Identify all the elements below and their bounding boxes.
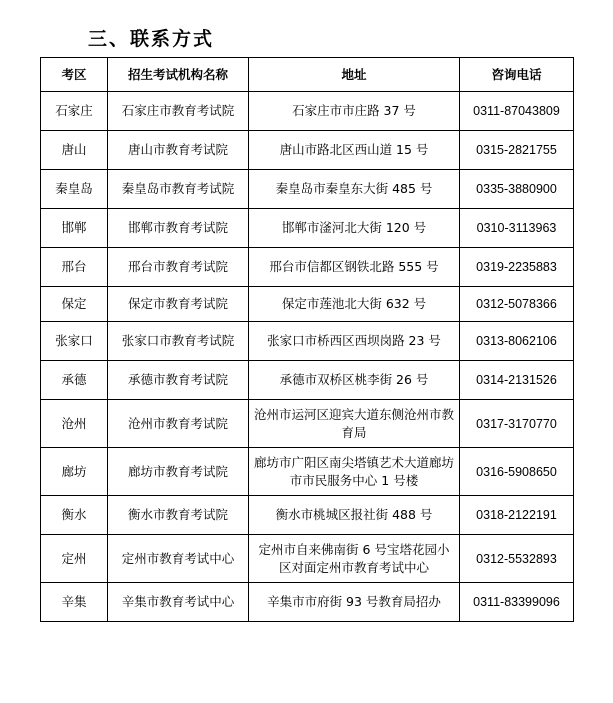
cell-area: 沧州: [41, 400, 108, 448]
cell-address: 保定市莲池北大街 632 号: [249, 287, 460, 322]
cell-address: 邯郸市滏河北大街 120 号: [249, 209, 460, 248]
cell-area: 保定: [41, 287, 108, 322]
cell-address: 唐山市路北区西山道 15 号: [249, 131, 460, 170]
cell-address: 张家口市桥西区西坝岗路 23 号: [249, 322, 460, 361]
cell-address: 辛集市市府街 93 号教育局招办: [249, 583, 460, 622]
cell-area: 衡水: [41, 496, 108, 535]
cell-phone: 0318-2122191: [460, 496, 574, 535]
cell-area: 邢台: [41, 248, 108, 287]
table-row: [41, 209, 574, 248]
cell-org: 秦皇岛市教育考试院: [108, 170, 249, 209]
cell-area: 定州: [41, 535, 108, 583]
table-row: [41, 448, 574, 496]
header-address: 地址: [249, 58, 460, 92]
cell-area: 秦皇岛: [41, 170, 108, 209]
cell-address: 承德市双桥区桃李街 26 号: [249, 361, 460, 400]
table-row: [41, 170, 574, 209]
cell-org: 石家庄市教育考试院: [108, 92, 249, 131]
cell-area: 唐山: [41, 131, 108, 170]
cell-org: 张家口市教育考试院: [108, 322, 249, 361]
cell-phone: 0312-5532893: [460, 535, 574, 583]
cell-phone: 0312-5078366: [460, 287, 574, 322]
table-row: [41, 496, 574, 535]
cell-org: 廊坊市教育考试院: [108, 448, 249, 496]
table-row: [41, 92, 574, 131]
cell-address: 衡水市桃城区报社街 488 号: [249, 496, 460, 535]
cell-phone: 0317-3170770: [460, 400, 574, 448]
cell-address: 石家庄市市庄路 37 号: [249, 92, 460, 131]
cell-area: 承德: [41, 361, 108, 400]
header-area: 考区: [41, 58, 108, 92]
table-row: [41, 535, 574, 583]
cell-phone: 0315-2821755: [460, 131, 574, 170]
table-row: [41, 583, 574, 622]
cell-area: 辛集: [41, 583, 108, 622]
cell-org: 邯郸市教育考试院: [108, 209, 249, 248]
cell-org: 沧州市教育考试院: [108, 400, 249, 448]
cell-address: 秦皇岛市秦皇东大街 485 号: [249, 170, 460, 209]
cell-org: 保定市教育考试院: [108, 287, 249, 322]
cell-org: 承德市教育考试院: [108, 361, 249, 400]
cell-phone: 0311-87043809: [460, 92, 574, 131]
table-row: [41, 322, 574, 361]
contact-table: [40, 57, 574, 622]
cell-area: 邯郸: [41, 209, 108, 248]
cell-org: 邢台市教育考试院: [108, 248, 249, 287]
table-row: [41, 131, 574, 170]
table-header-row: [41, 58, 574, 92]
cell-phone: 0335-3880900: [460, 170, 574, 209]
cell-phone: 0314-2131526: [460, 361, 574, 400]
table-row: [41, 400, 574, 448]
cell-address: 邢台市信都区钢铁北路 555 号: [249, 248, 460, 287]
cell-phone: 0319-2235883: [460, 248, 574, 287]
cell-org: 唐山市教育考试院: [108, 131, 249, 170]
cell-phone: 0313-8062106: [460, 322, 574, 361]
cell-address: 定州市自来佛南街 6 号宝塔花园小区对面定州市教育考试中心: [249, 535, 460, 583]
cell-phone: 0311-83399096: [460, 583, 574, 622]
cell-area: 廊坊: [41, 448, 108, 496]
cell-area: 张家口: [41, 322, 108, 361]
header-phone: 咨询电话: [460, 58, 574, 92]
cell-address: 廊坊市广阳区南尖塔镇艺术大道廊坊市市民服务中心 1 号楼: [249, 448, 460, 496]
section-title: 三、联系方式: [88, 28, 215, 50]
table-row: [41, 361, 574, 400]
cell-org: 衡水市教育考试院: [108, 496, 249, 535]
cell-phone: 0316-5908650: [460, 448, 574, 496]
cell-org: 辛集市教育考试中心: [108, 583, 249, 622]
cell-phone: 0310-3113963: [460, 209, 574, 248]
table-row: [41, 248, 574, 287]
cell-address: 沧州市运河区迎宾大道东侧沧州市教育局: [249, 400, 460, 448]
cell-area: 石家庄: [41, 92, 108, 131]
table-row: [41, 287, 574, 322]
header-org: 招生考试机构名称: [108, 58, 249, 92]
cell-org: 定州市教育考试中心: [108, 535, 249, 583]
